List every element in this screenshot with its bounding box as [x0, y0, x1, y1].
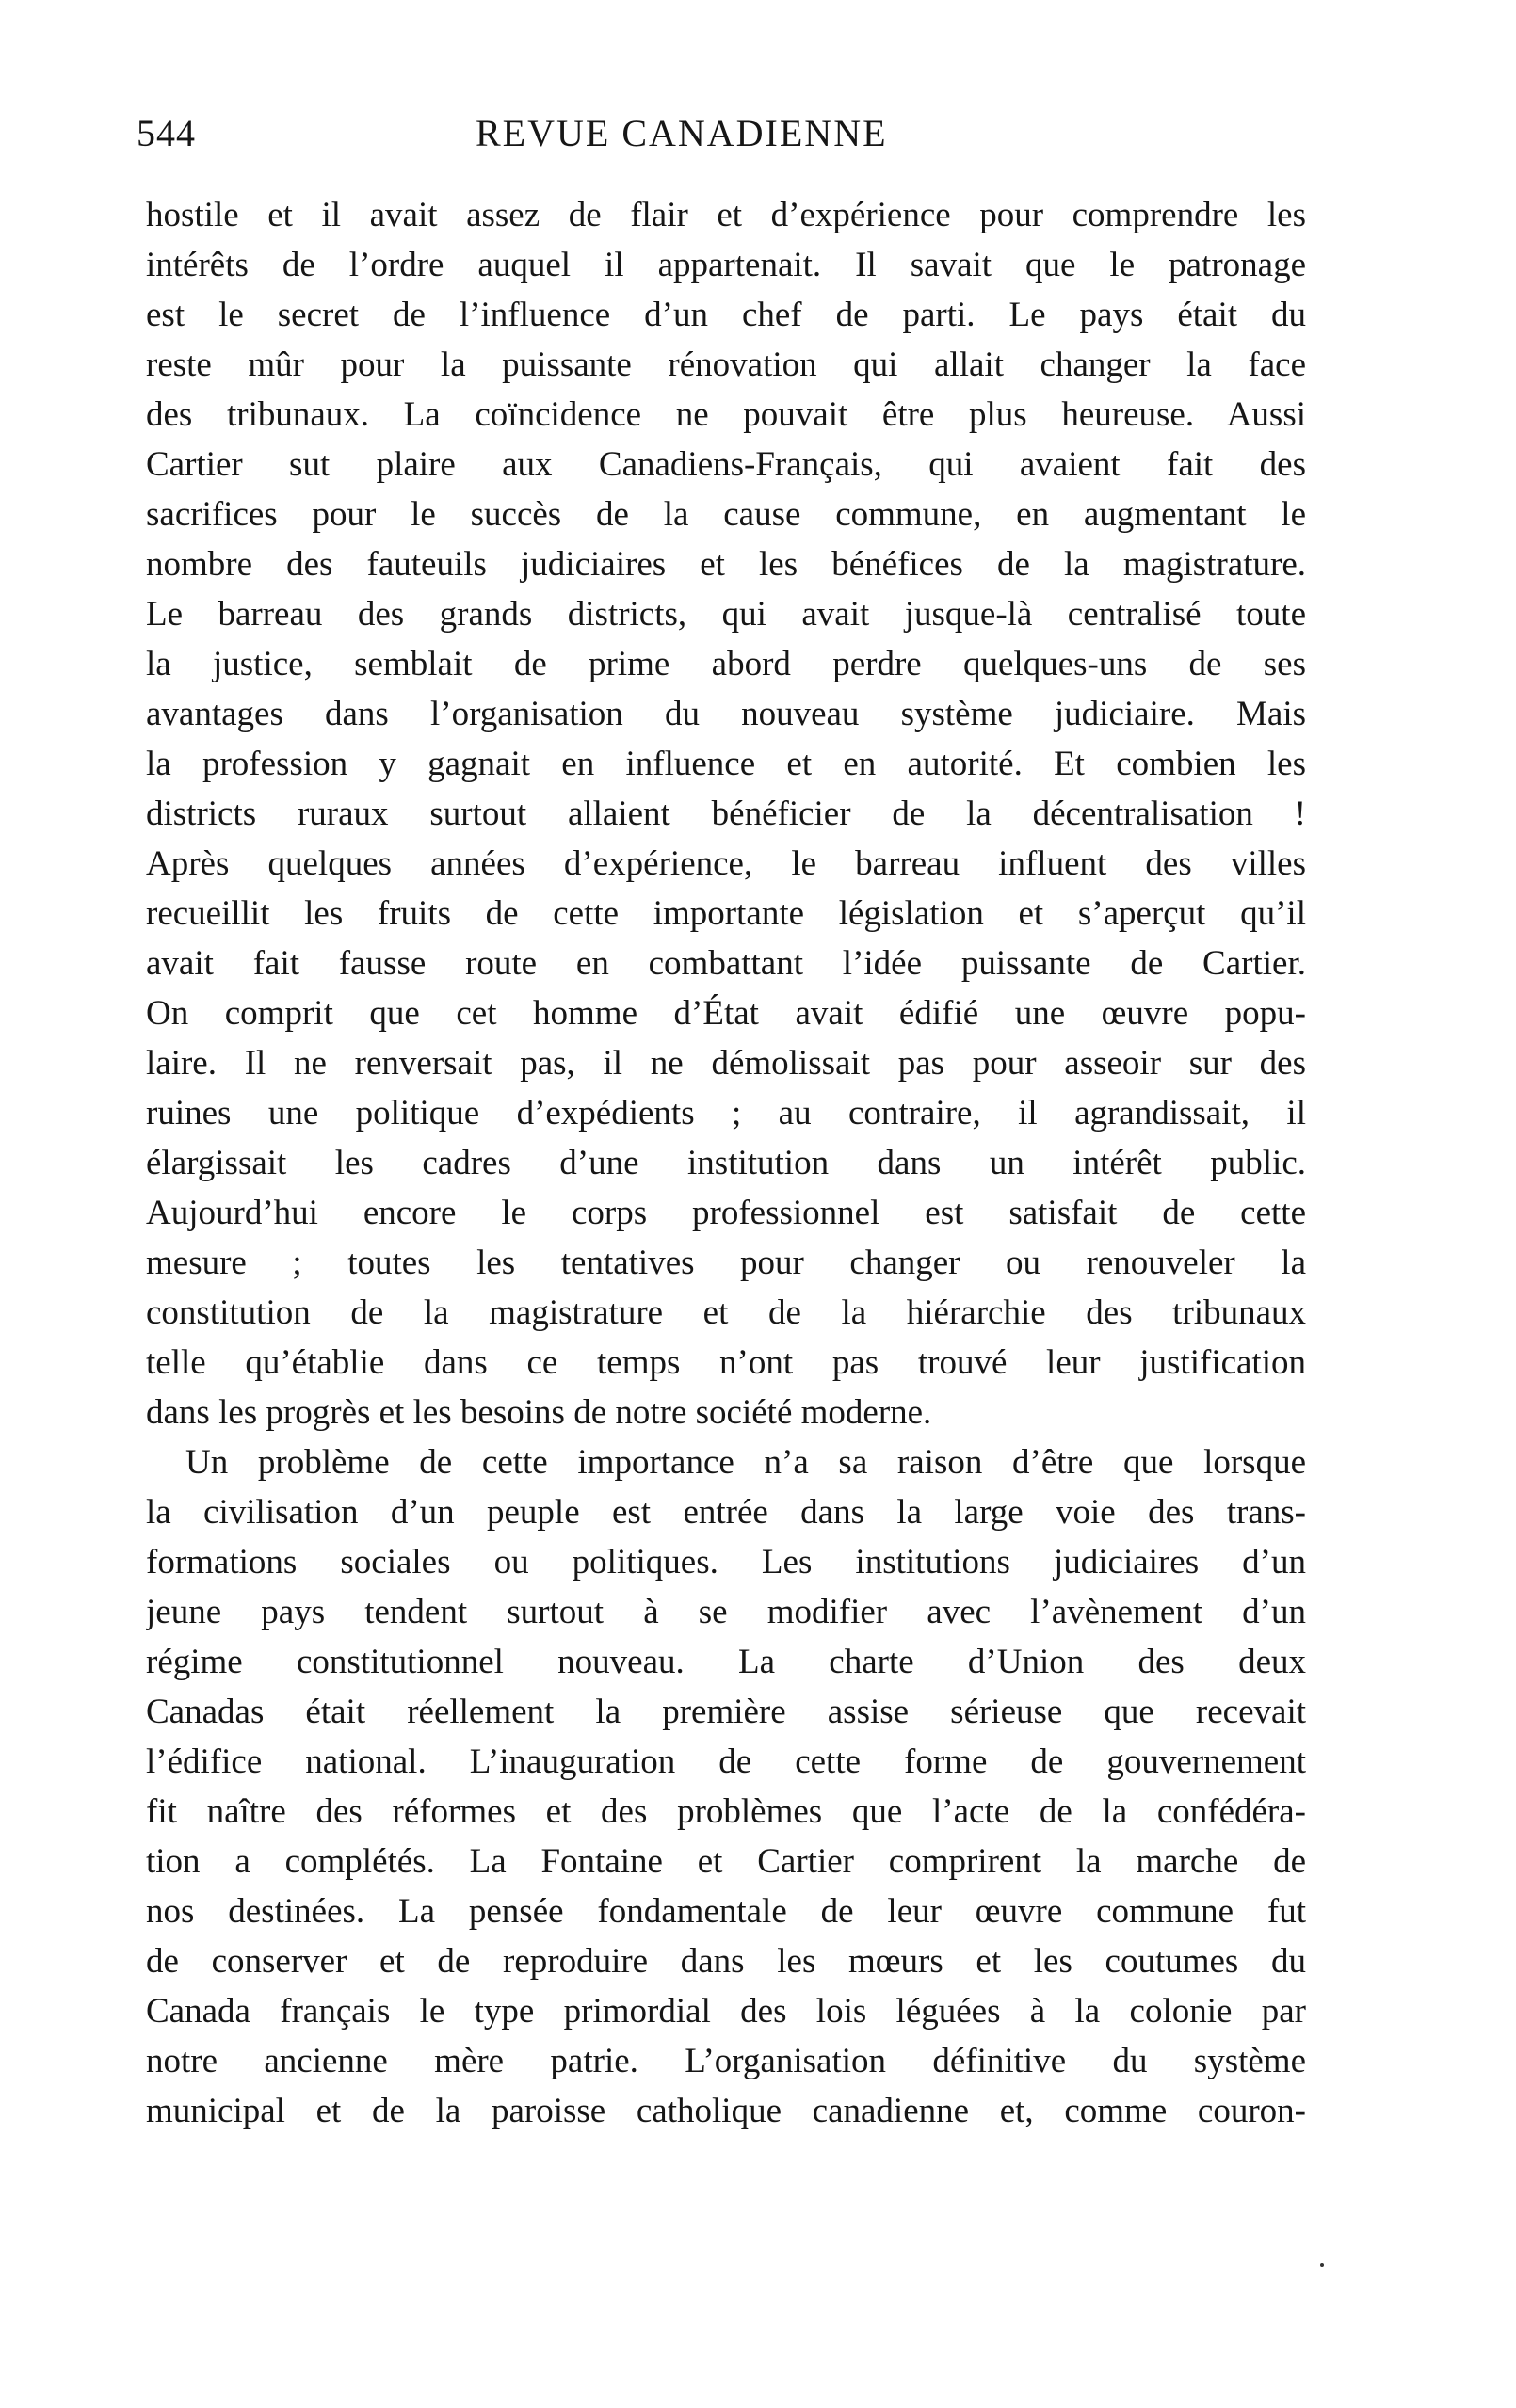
text-line: est le secret de l’influence d’un chef de parti. Le pays était du [146, 296, 1306, 334]
text-line: Après quelques années d’expérience, le barreau influent des villes [146, 844, 1306, 883]
text-line: Le barreau des grands districts, qui avait jusque-là centralisé toute [146, 595, 1306, 634]
running-head [137, 111, 1304, 168]
text-line: hostile et il avait assez de flair et d’expérience pour comprendre les [146, 196, 1306, 234]
text-line: nos destinées. La pensée fondamentale de leur œuvre commune fut [146, 1892, 1306, 1931]
paragraph-1 [146, 190, 1306, 1437]
body-text [146, 190, 1306, 2136]
text-line: intérêts de l’ordre auquel il appartenait. Il savait que le patronage [146, 246, 1306, 284]
text-line: notre ancienne mère patrie. L’organisation définitive du système [146, 2042, 1306, 2080]
text-line: ruines une politique d’expédients ; au contraire, il agrandissait, il [146, 1094, 1306, 1132]
text-line: tion a complétés. La Fontaine et Cartier comprirent la marche de [146, 1842, 1306, 1881]
text-line: fit naître des réformes et des problèmes que l’acte de la confédéra- [146, 1792, 1306, 1831]
text-line: régime constitutionnel nouveau. La charte d’Union des deux [146, 1643, 1306, 1681]
text-line: districts ruraux surtout allaient bénéficier de la décentralisation ! [146, 795, 1306, 833]
text-line: Canadas était réellement la première assise sérieuse que recevait [146, 1693, 1306, 1731]
text-line: On comprit que cet homme d’État avait édifié une œuvre popu- [146, 994, 1306, 1033]
text-line: avantages dans l’organisation du nouveau système judiciaire. Mais [146, 695, 1306, 733]
text-line: Cartier sut plaire aux Canadiens-Français, qui avaient fait des [146, 445, 1306, 484]
print-speck [1320, 2263, 1324, 2267]
text-line: Canada français le type primordial des lois léguées à la colonie par [146, 1992, 1306, 2031]
text-line: avait fait fausse route en combattant l’idée puissante de Cartier. [146, 944, 1306, 983]
page-number: 544 [137, 112, 196, 154]
text-line: Un problème de cette importance n’a sa raison d’être que lorsque [185, 1443, 1306, 1482]
text-line: la civilisation d’un peuple est entrée dans la large voie des trans- [146, 1493, 1306, 1532]
text-line: reste mûr pour la puissante rénovation qui allait changer la face [146, 345, 1306, 384]
text-line: constitution de la magistrature et de la hiérarchie des tribunaux [146, 1293, 1306, 1332]
paragraph-2 [146, 1437, 1306, 2136]
text-line: laire. Il ne renversait pas, il ne démolissait pas pour asseoir sur des [146, 1044, 1306, 1083]
text-line: la profession y gagnait en influence et en autorité. Et combien les [146, 745, 1306, 783]
text-line: municipal et de la paroisse catholique canadienne et, comme couron- [146, 2092, 1306, 2130]
text-line: recueillit les fruits de cette importante législation et s’aperçut qu’il [146, 894, 1306, 933]
text-line: l’édifice national. L’inauguration de cette forme de gouvernement [146, 1742, 1306, 1781]
text-line: Aujourd’hui encore le corps professionnel est satisfait de cette [146, 1194, 1306, 1232]
text-line: mesure ; toutes les tentatives pour changer ou renouveler la [146, 1244, 1306, 1282]
text-line: la justice, semblait de prime abord perdre quelques-uns de ses [146, 645, 1306, 683]
text-line: jeune pays tendent surtout à se modifier avec l’avènement d’un [146, 1593, 1306, 1631]
text-line: dans les progrès et les besoins de notre société moderne. [146, 1393, 932, 1432]
text-line: telle qu’établie dans ce temps n’ont pas trouvé leur justification [146, 1343, 1306, 1382]
journal-title: REVUE CANADIENNE [476, 112, 888, 154]
text-line: élargissait les cadres d’une institution dans un intérêt public. [146, 1144, 1306, 1182]
text-line: de conserver et de reproduire dans les mœurs et les coutumes du [146, 1942, 1306, 1981]
text-line: nombre des fauteuils judiciaires et les bénéfices de la magistrature. [146, 545, 1306, 584]
text-line: formations sociales ou politiques. Les institutions judiciaires d’un [146, 1543, 1306, 1581]
text-line: sacrifices pour le succès de la cause commune, en augmentant le [146, 495, 1306, 534]
text-line: des tribunaux. La coïncidence ne pouvait être plus heureuse. Aussi [146, 395, 1306, 434]
